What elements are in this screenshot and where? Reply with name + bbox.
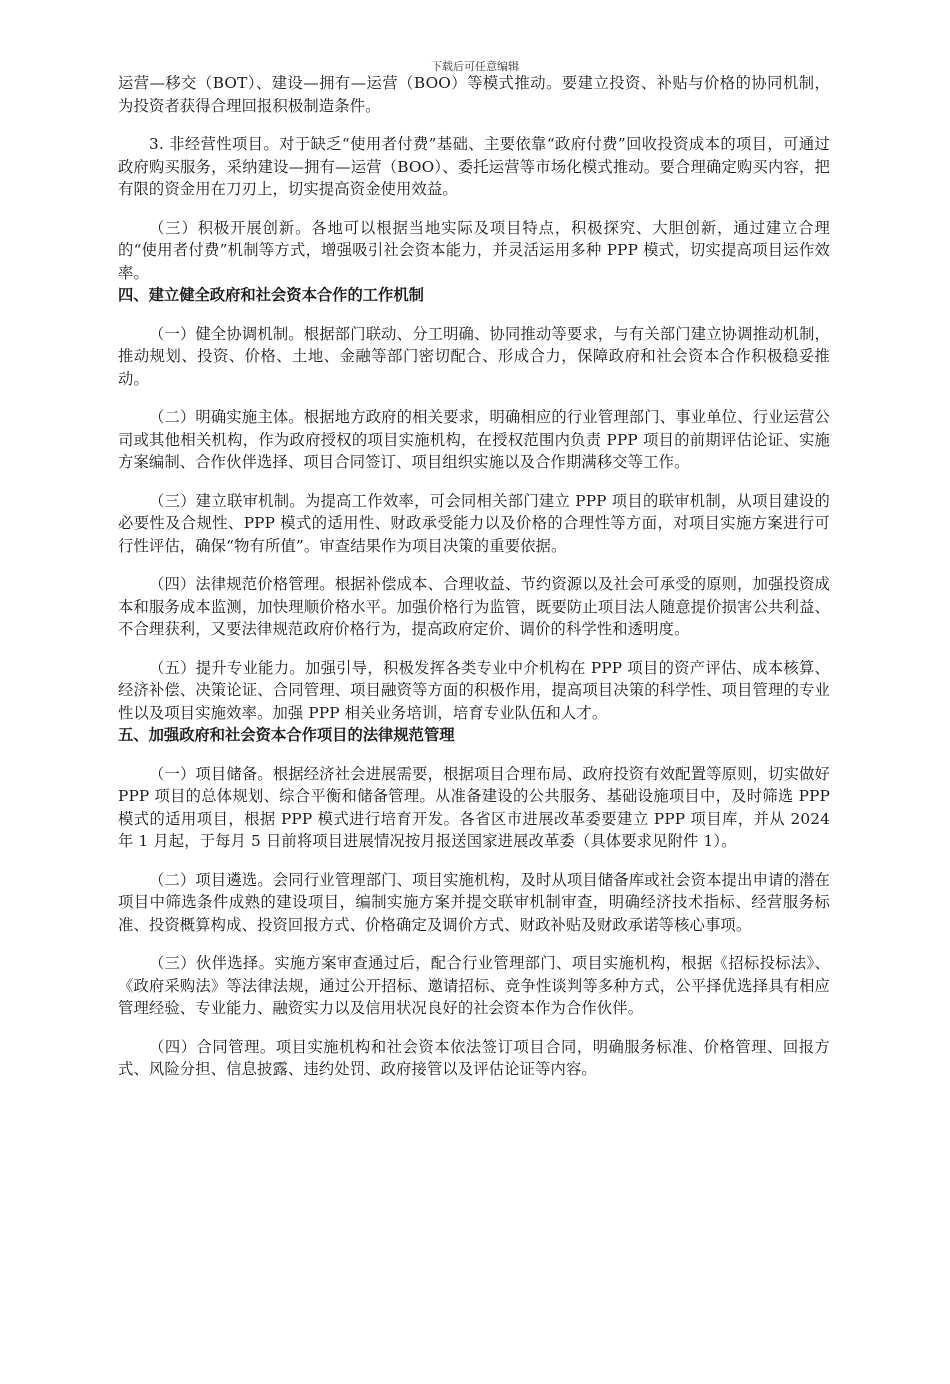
paragraph-non-profit-projects: 3. 非经营性项目。对于缺乏“使用者付费”基础、主要依靠“政府付费”回收投资成本的项目，可通过政府购买服务，采纳建设—拥有—运营（BOO）、委托运营等市场化模式推动。要合理确定购买内容，把有限的资金用在刀刃上，切实提高资金使用效益。: [118, 135, 830, 198]
paragraph-professional-capacity: （五）提升专业能力。加强引导，积极发挥各类专业中介机构在 PPP 项目的资产评估、成本核算、经济补偿、决策论证、合同管理、项目融资等方面的积极作用，提高项目决策的科学性、项目管理的专业性以及项目实施效率。加强 PPP 相关业务培训，培育专业队伍和人才。: [118, 658, 830, 722]
header-note: 下载后可任意编辑: [431, 60, 519, 73]
paragraph-coordination-mechanism: （一）健全协调机制。根据部门联动、分工明确、协同推动等要求，与有关部门建立协调推动机制，推动规划、投资、价格、土地、金融等部门密切配合、形成合力，保障政府和社会资本合作积极稳妥推动。: [118, 324, 830, 388]
paragraph-partner-selection: （三）伙伴选择。实施方案审查通过后，配合行业管理部门、项目实施机构，根据《招标投标法》、《政府采购法》等法律法规，通过公开招标、邀请招标、竞争性谈判等多种方式，公平择优选择具有相应管理经验、专业能力、融资实力以及信用状况良好的社会资本作为合作伙伴。: [118, 954, 830, 1017]
paragraph-bot-boo-continuation: 运营—移交（BOT）、建设—拥有—运营（BOO）等模式推动。要建立投资、补贴与价格的协同机制，为投资者获得合理回报积极制造条件。: [118, 74, 830, 115]
paragraph-joint-review: （三）建立联审机制。为提高工作效率，可会同相关部门建立 PPP 项目的联审机制，从项目建设的必要性及合规性、PPP 模式的适用性、财政承受能力以及价格的合理性等方面，对项目实施方案进行可行性评估，确保“物有所值”。审查结果作为项目决策的重要依据。: [118, 491, 830, 555]
paragraph-project-reserve: （一）项目储备。根据经济社会进展需要，根据项目合理布局、政府投资有效配置等原则，切实做好 PPP 项目的总体规划、综合平衡和储备管理。从准备建设的公共服务、基础设施项目中，及时筛选 PPP 模式的适用项目，根据 PPP 模式进行培育开发。各省区市进展改革委要建立 PPP 项目库，并从 2024 年 1 月起，于每月 5 日前将项目进展情况按月报送国家进展改革委（具体要求见附件 1）。: [118, 764, 830, 850]
section-heading-4: 四、建立健全政府和社会资本合作的工作机制: [118, 286, 424, 304]
paragraph-project-selection: （二）项目遴选。会同行业管理部门、项目实施机构，及时从项目储备库或社会资本提出申请的潜在项目中筛选条件成熟的建设项目，编制实施方案并提交联审机制审查，明确经济技术指标、经营服务标准、投资概算构成、投资回报方式、价格确定及调价方式、财政补贴及财政承诺等核心事项。: [118, 870, 830, 934]
paragraph-innovation: （三）积极开展创新。各地可以根据当地实际及项目特点，积极探究、大胆创新，通过建立合理的“使用者付费”机制等方式，增强吸引社会资本能力，并灵活运用多种 PPP 模式，切实提高项目运作效率。: [118, 218, 830, 282]
section-heading-5: 五、加强政府和社会资本合作项目的法律规范管理: [118, 726, 455, 744]
paragraph-implementing-entity: （二）明确实施主体。根据地方政府的相关要求，明确相应的行业管理部门、事业单位、行业运营公司或其他相关机构，作为政府授权的项目实施机构，在授权范围内负责 PPP 项目的前期评估论证、实施方案编制、合作伙伴选择、项目合同签订、项目组织实施以及合作期满移交等工作。: [118, 408, 830, 471]
paragraph-contract-management: （四）合同管理。项目实施机构和社会资本依法签订项目合同，明确服务标准、价格管理、回报方式、风险分担、信息披露、违约处罚、政府接管以及评估论证等内容。: [118, 1037, 830, 1078]
document-body: [118, 72, 830, 1081]
paragraph-price-management: （四）法律规范价格管理。根据补偿成本、合理收益、节约资源以及社会可承受的原则，加强投资成本和服务成本监测，加快理顺价格水平。加强价格行为监管，既要防止项目法人随意提价损害公共利益、不合理获利，又要法律规范政府价格行为，提高政府定价、调价的科学性和透明度。: [118, 575, 830, 638]
